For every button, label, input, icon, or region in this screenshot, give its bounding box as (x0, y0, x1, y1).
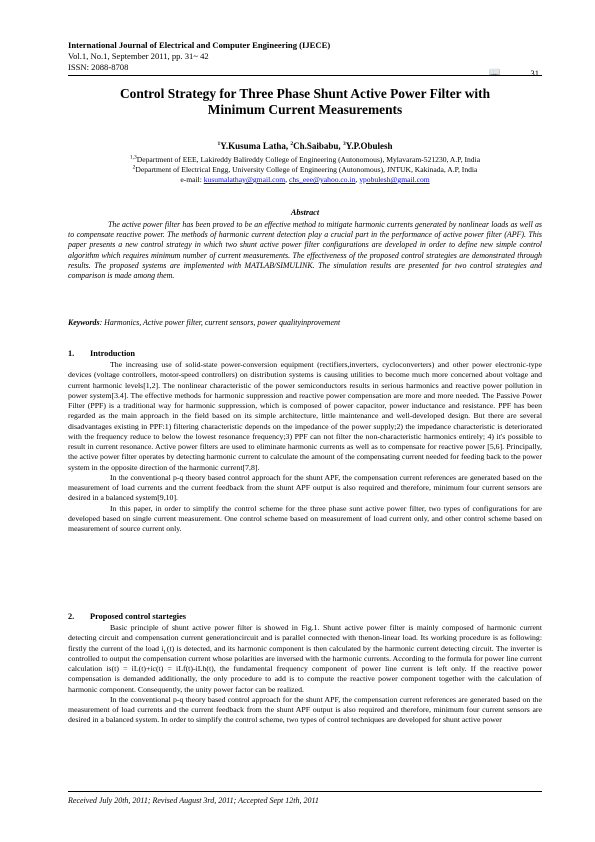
affiliation-2: $^2$Department of Electrical Engg, University College of Engineering (Autonomous), JNTUK, Kakinada, A.P, India (132, 164, 478, 174)
section-1-paragraph-3: In this paper, in order to simplify the control scheme for the three phase sunt active power filter, two types of configurations for are developed based on single current measurement. One control scheme based on measurement of load current only, and other control scheme based on measurement of source current only. (68, 503, 542, 533)
section-2-paragraph-1: Basic principle of shunt active power filter is showed in Fig.1. Shunt active power filter is mainly composed of harmonic current detecting circuit and compensation current generationcircuit and is parallel connected with thenon-linear load. Its working procedure is as following: firstly the current of the load $i_L(t)$ is detected, and its harmonic component is then calculated by the harmonic current detecting circuit. The inverter is controlled to output the compensation current whose polarities are inversed with the harmonic currents. According to the formula for power line current calculation is(t) = iL(t)+ic(t) = iLf(t)-iLh(t), the fundamental frequency component of power line current is left only. If the reactive power compensation is demanded additionally, the only procedure to add is to compute the reactive power component together with the calculation of harmonic component. Consequently, the unity power factor can be realized. (68, 623, 542, 694)
section-1-paragraph-2: In the conventional p-q theory based control approach for the shunt APF, the compensation current references are generated based on the measurement of load currents and the current feedback from the shunt APF output is also required and therefore, minimum four current sensors are desired in a balanced system[9,10]. (68, 472, 542, 503)
current-formula: is(t) = iL(t)+ic(t) = iLf(t)-iLh(t) (106, 664, 214, 673)
email-link-2[interactable]: chs_eee@yahoo.co.in (288, 175, 356, 184)
section-2-paragraph-2: In the conventional p-q theory based control approach for the shunt APF, the compensation current references are generated based on the measurement of load currents and the current feedback from the shunt APF output is also required and therefore, minimum four current sensors are desired in a balanced system. In order to simplify the control scheme, two types of control techniques are developed for shunt active power (68, 694, 542, 725)
section-1-heading: 1. Introduction (68, 349, 136, 358)
footer-rule (68, 791, 542, 792)
keywords: Keywords: Harmonics, Active power filter, current sensors, power qualityinprovement (68, 318, 341, 327)
author-2: Ch.Saibabu, (293, 141, 341, 151)
abstract-heading: Abstract (290, 208, 320, 217)
author-1: Y.Kusuma Latha, (220, 141, 289, 151)
section-1-paragraph-1: The increasing use of solid-state power-conversion equipment (rectifiers,inverters, cycloconverters) and other power electronic-type devices (voltage controllers, motor-speed controllers) on distribution systems is causing utilities to become much more concerned about voltage and current harmonic levels[1,2]. The nonlinear characteristic of the power semiconductors results in serious harmonics and reactive power pollution in power system[3.4]. The effective methods for harmonic suppression and reactive power compensation are more and more needed. The Passive Power Filter (PPF) is a traditional way for harmonic suppression, which is composed of power capacitor, power inductance and resistance. PPF has been regarded as the main approach in the field based on its simple architecture, little maintenance and well-developed design. But there are several disadvantages existing in PPF:1) filtering characteristic depends on the impedance of the power supply;2) the impedance characteristic is deteriorated with the frequency reduce to below the lowest resonance frequency;3) PPF can not filter the non-characteristic harmonics entirely; 4) it's possible to result in current resonance. Active power filters are used to eliminate harmonic currents as well as to compensate for reactive power [5,6]. Principally, the active power filter operates by detecting harmonic current to calculate the amount of the compensating current needed for feeding back to the power system in the opposite direction of the harmonic current[7,8]. (68, 360, 542, 472)
abstract-text: The active power filter has been proved to be an effective method to mitigate harmonic currents generated by nonlinear loads as well as to compensate reactive power. The methods of harmonic current detection play a crucial part in the performance of active power filter (APF). This paper presents a new control strategy in which two shunt active power filter configurations are developed in order to define new simple control algorithm which requires minimum number of current measurements. The effectiveness of the proposed control strategies are demonstrated through results. The proposed systems are implemented with MATLAB/SIMULINK. The simulation results are presented for two control strategies and comparison is made among them. (68, 220, 542, 281)
paper-title: Control Strategy for Three Phase Shunt Active Power Filter with Minimum Current Measurements (119, 86, 491, 117)
email-line: e-mail: kusumalathay@gmail.com, chs_eee@yahoo.co.in, ypobulesh@gmail.com (180, 175, 430, 184)
journal-name: International Journal of Electrical and Computer Engineering (IJECE) (68, 40, 331, 50)
section-2-body (68, 623, 542, 726)
affiliation-1: $^{1,3}$Department of EEE, Lakireddy Balireddy College of Engineering (Autonomous), Mylavaram-521230, A.P, India (129, 154, 481, 164)
email-link-3[interactable]: ypobulesh@gmail.com (359, 175, 430, 184)
email-link-1[interactable]: kusumalathay@gmail.com (203, 175, 286, 184)
author-list: $^1$Y.Kusuma Latha, $^2$Ch.Saibabu, $^3$Y.P.Obulesh (217, 141, 393, 151)
header-rule (68, 75, 542, 76)
section-1-body (68, 360, 542, 534)
section-2-heading: 2. Proposed control startegies (68, 612, 187, 621)
received-dates: Received July 20th, 2011; Revised August 3rd, 2011; Accepted Sept 12th, 2011 (68, 796, 319, 805)
volume-info: Vol.1, No.1, September 2011, pp. 31~ 42 (68, 51, 209, 61)
page-number: 31 (530, 68, 539, 78)
author-3: Y.P.Obulesh (345, 141, 393, 151)
issn: ISSN: 2088-8708 (68, 62, 129, 72)
book-icon: 📖 (489, 67, 501, 77)
